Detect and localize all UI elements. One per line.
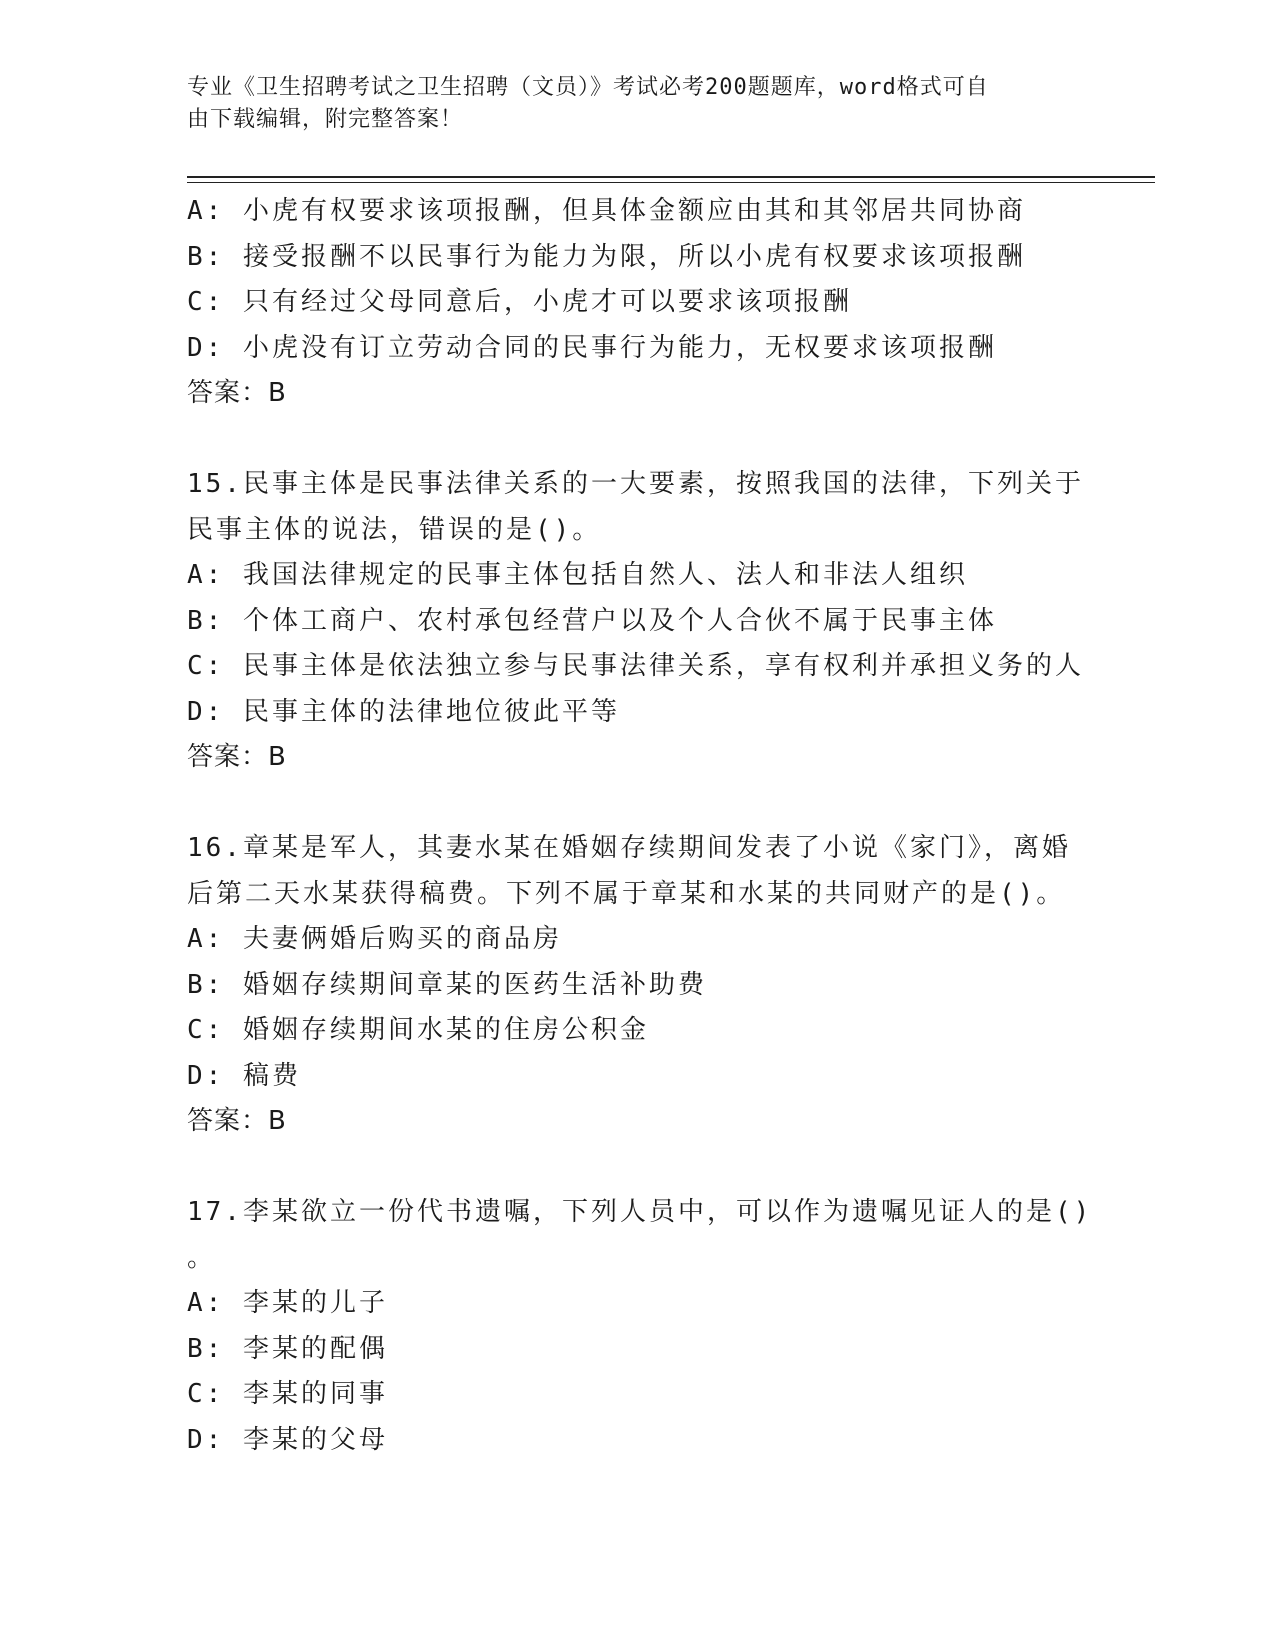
question-stem-line-2: 。 <box>187 1242 217 1273</box>
option-c: C: 婚姻存续期间水某的住房公积金 <box>187 1015 649 1045</box>
option-a: A: 小虎有权要求该项报酬，但具体金额应由其和其邻居共同协商 <box>187 196 1026 226</box>
option-a: A: 我国法律规定的民事主体包括自然人、法人和非法人组织 <box>187 560 968 590</box>
spacer <box>187 781 1087 827</box>
question-stem-line-2: 民事主体的说法，错误的是()。 <box>187 514 602 545</box>
header-rule-thick <box>187 176 1155 178</box>
answer: 答案：B <box>187 378 287 408</box>
question-16 <box>187 826 1087 1145</box>
option-a: A: 夫妻俩婚后购买的商品房 <box>187 924 562 954</box>
header-rule-thin <box>187 182 1155 183</box>
question-14-continued <box>187 189 1087 417</box>
question-stem-line-1: 17.李某欲立一份代书遗嘱，下列人员中，可以作为遗嘱见证人的是() <box>187 1197 1093 1227</box>
question-17 <box>187 1190 1093 1463</box>
option-c: C: 民事主体是依法独立参与民事法律关系，享有权利并承担义务的人 <box>187 651 1084 681</box>
option-c: C: 只有经过父母同意后，小虎才可以要求该项报酬 <box>187 287 852 317</box>
option-d: D: 李某的父母 <box>187 1424 388 1455</box>
option-c: C: 李某的同事 <box>187 1379 388 1409</box>
option-b: B: 个体工商户、农村承包经营户以及个人合伙不属于民事主体 <box>187 605 997 636</box>
option-b: B: 婚姻存续期间章某的医药生活补助费 <box>187 969 707 1000</box>
option-d: D: 稿费 <box>187 1060 301 1091</box>
question-list <box>187 189 1093 1463</box>
spacer <box>187 417 1087 463</box>
question-stem-line-2: 后第二天水某获得稿费。下列不属于章某和水某的共同财产的是()。 <box>187 878 1066 909</box>
answer: 答案：B <box>187 742 287 772</box>
header-line-2: 由下载编辑，附完整答案！ <box>187 107 464 132</box>
option-d: D: 小虎没有订立劳动合同的民事行为能力，无权要求该项报酬 <box>187 332 997 363</box>
header-line-1: 专业《卫生招聘考试之卫生招聘（文员）》考试必考200题题库，word格式可自 <box>187 75 989 100</box>
question-stem-line-1: 15.民事主体是民事法律关系的一大要素，按照我国的法律，下列关于 <box>187 469 1084 499</box>
option-d: D: 民事主体的法律地位彼此平等 <box>187 696 620 727</box>
option-b: B: 李某的配偶 <box>187 1333 388 1364</box>
option-b: B: 接受报酬不以民事行为能力为限，所以小虎有权要求该项报酬 <box>187 241 1026 272</box>
spacer <box>187 1145 1087 1191</box>
question-stem-line-1: 16.章某是军人，其妻水某在婚姻存续期间发表了小说《家门》，离婚 <box>187 833 1071 863</box>
document-header <box>187 72 1067 136</box>
option-a: A: 李某的儿子 <box>187 1288 388 1318</box>
question-15 <box>187 462 1087 781</box>
answer: 答案：B <box>187 1106 287 1136</box>
